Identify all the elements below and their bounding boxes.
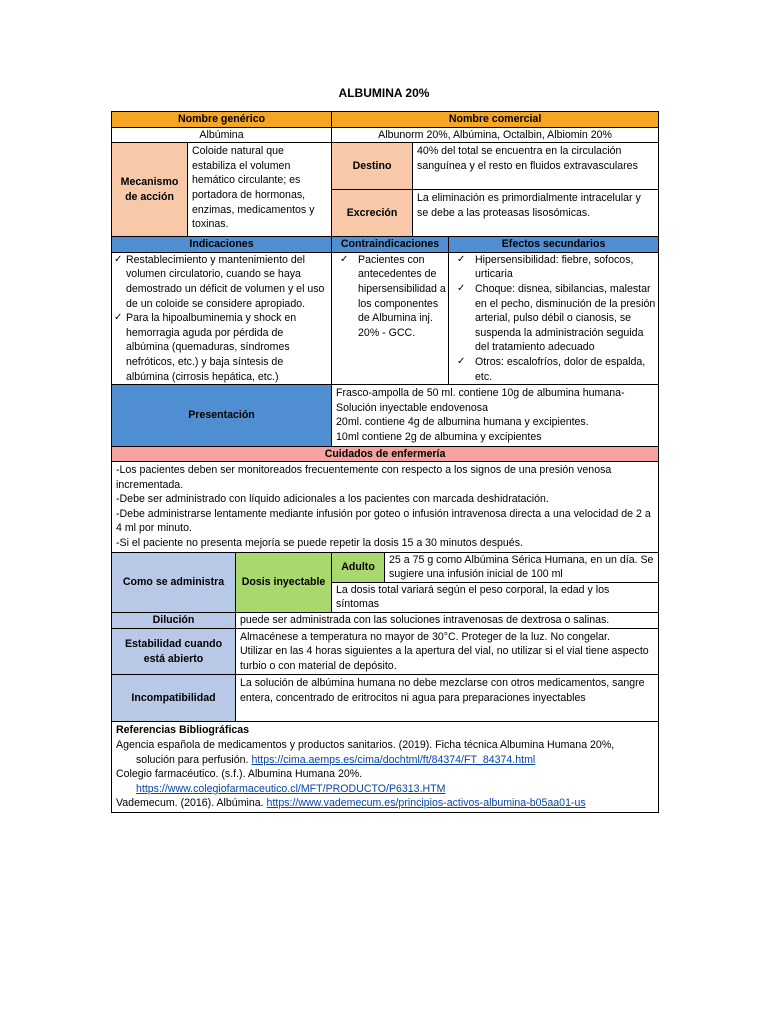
mechanism-label: Mecanismo de acción: [112, 143, 188, 237]
nursing-header-row: [112, 446, 659, 462]
adult-label: Adulto: [332, 552, 385, 582]
incompatibility-row: [112, 675, 659, 722]
reference-item: Colegio farmacéutico. (s.f.). Albumina Humana 20%. https://www.colegiofarmaceutico.cl/MFT/PRODUCTO/P6313.HTM: [116, 768, 446, 795]
nursing-text: [112, 462, 659, 553]
dose-note: La dosis total variará según el peso corporal, la edad y los síntomas: [332, 582, 659, 612]
drug-table: [111, 111, 659, 813]
side-effects-header: Efectos secundarios: [449, 237, 659, 253]
check-icon: ✓: [457, 253, 466, 265]
administration-row: [112, 552, 659, 582]
commercial-names: Albunorm 20%, Albúmina, Octalbin, Albiomin 20%: [332, 127, 659, 143]
references-row: [112, 722, 659, 813]
dose-label: Dosis inyectable: [236, 552, 332, 612]
generic-name: Albúmina: [112, 127, 332, 143]
presentation-text: [332, 385, 659, 446]
nursing-row: [112, 462, 659, 553]
excretion-text: La eliminación es primordialmente intracelular y se debe a las proteasas lisosómicas.: [413, 190, 659, 237]
generic-name-header: Nombre genérico: [112, 112, 332, 128]
dilution-text: puede ser administrada con las soluciones intravenosas de dextrosa o salinas.: [236, 613, 659, 629]
presentation-label: Presentación: [112, 385, 332, 446]
list-item: ✓ Otros: escalofríos, dolor de espalda, etc.: [457, 355, 646, 383]
stability-row: [112, 628, 659, 675]
reference-item: Vademecum. (2016). Albúmina. https://www.vademecum.es/principios-activos-albumina-b05aa01-us: [116, 797, 586, 810]
mechanism-text: Coloide natural que estabiliza el volumen hemático circulante; es portadora de hormonas, enzimas, medicamentos y toxinas.: [188, 143, 332, 237]
nursing-line: -Debe ser administrado con líquido adicionales a los pacientes con marcada deshidratación.: [116, 493, 549, 506]
indications-list: [114, 253, 329, 384]
nursing-line: -Si el paciente no presenta mejoría se puede repetir la dosis 15 a 30 minutos después.: [116, 537, 523, 550]
sections-content-row: [112, 252, 659, 384]
side-effects-cell: [449, 252, 659, 384]
check-icon: ✓: [457, 282, 466, 294]
side-effects-list: [451, 253, 656, 384]
references-cell: [112, 722, 659, 813]
nursing-line: -Debe administrarse lentamente mediante infusión por goteo o infusión intravenosa directa a una velocidad de 2 a 4 ml por minuto.: [116, 507, 651, 535]
administration-label: Como se administra: [112, 552, 236, 612]
reference-link[interactable]: https://cima.aemps.es/cima/dochtml/ft/84374/FT_84374.html: [251, 753, 536, 766]
document-title: ALBUMINA 20%: [338, 86, 430, 100]
presentation-line: 20ml. contiene 4g de albumina humana y excipientes.: [336, 416, 589, 429]
check-icon: ✓: [114, 312, 123, 324]
reference-link[interactable]: https://www.vademecum.es/principios-activos-albumina-b05aa01-us: [266, 797, 586, 810]
adult-text: 25 a 75 g como Albúmina Sérica Humana, en un día. Se sugiere una infusión inicial de 100 ml: [385, 552, 659, 582]
list-item: ✓ Restablecimiento y mantenimiento del volumen circulatorio, cuando se haya demostrado un déficit de volumen y el uso de un coloide se considere apropiado.: [114, 253, 325, 310]
indications-header: Indicaciones: [112, 237, 332, 253]
reference-item: Agencia española de medicamentos y productos sanitarios. (2019). Ficha técnica Albumina Humana 20%, solución para perfusión. https://cima.aemps.es/cima/dochtml/ft/84374/FT_84374.html: [116, 739, 615, 766]
destination-text: 40% del total se encuentra en la circulación sanguínea y el resto en fluidos extravasculares: [413, 143, 659, 190]
stability-line: Almacénese a temperatura no mayor de 30°C. Proteger de la luz. No congelar.: [240, 630, 610, 643]
list-item: ✓ Para la hipoalbuminemia y shock en hemorragia aguda por pérdida de albúmina (quemaduras, síndromes nefróticos, etc.) y baja síntesis de albúmina (cirrosis hepática, etc.): [114, 312, 297, 383]
incompatibility-label: Incompatibilidad: [112, 675, 236, 722]
list-item: ✓ Choque: disnea, sibilancias, malestar en el pecho, disminución de la presión arterial, pulso débil o cianosis, se suspenda la administración seguida del tratamiento adecuado: [457, 282, 656, 354]
sections-header-row: [112, 237, 659, 253]
list-item: ✓ Pacientes con antecedentes de hipersensibilidad a los componentes de Albumina inj. 20% - GCC.: [340, 253, 446, 339]
name-header-row: [112, 112, 659, 128]
dilution-label: Dilución: [112, 613, 236, 629]
presentation-line: Frasco-ampolla de 50 ml. contiene 10g de albumina humana-Solución inyectable endovenosa: [336, 387, 625, 414]
commercial-name-header: Nombre comercial: [332, 112, 659, 128]
references-header: Referencias Bibliográficas: [116, 724, 250, 737]
check-icon: ✓: [114, 253, 123, 265]
presentation-line: 10ml contiene 2g de albumina y excipientes: [336, 430, 542, 443]
name-row: [112, 127, 659, 143]
contraindications-list: [334, 253, 446, 341]
indications-cell: [112, 252, 332, 384]
stability-text: [236, 628, 659, 675]
stability-label: Estabilidad cuando está abierto: [112, 628, 236, 675]
destination-label: Destino: [332, 143, 413, 190]
contraindications-header: Contraindicaciones: [332, 237, 449, 253]
incompatibility-text: La solución de albúmina humana no debe mezclarse con otros medicamentos, sangre entera, concentrado de eritrocitos ni agua para preparaciones inyectables: [236, 675, 659, 722]
mechanism-row: [112, 143, 659, 190]
list-item: ✓ Hipersensibilidad: fiebre, sofocos, urticaria: [457, 253, 634, 281]
drug-sheet: [111, 111, 658, 813]
check-icon: ✓: [457, 355, 466, 367]
contraindications-cell: [332, 252, 449, 384]
nursing-line: -Los pacientes deben ser monitoreados frecuentemente con respecto a los signos de una presión venosa incrementada.: [116, 464, 612, 491]
check-icon: ✓: [340, 253, 349, 265]
nursing-header: Cuidados de enfermería: [112, 446, 659, 462]
presentation-row: [112, 385, 659, 446]
reference-link[interactable]: https://www.colegiofarmaceutico.cl/MFT/PRODUCTO/P6313.HTM: [136, 782, 446, 795]
dilution-row: [112, 613, 659, 629]
stability-line: Utilizar en las 4 horas siguientes a la apertura del vial, no utilizar si el vial tiene aspecto turbio o con material de depósito.: [240, 645, 649, 672]
excretion-label: Excreción: [332, 190, 413, 237]
